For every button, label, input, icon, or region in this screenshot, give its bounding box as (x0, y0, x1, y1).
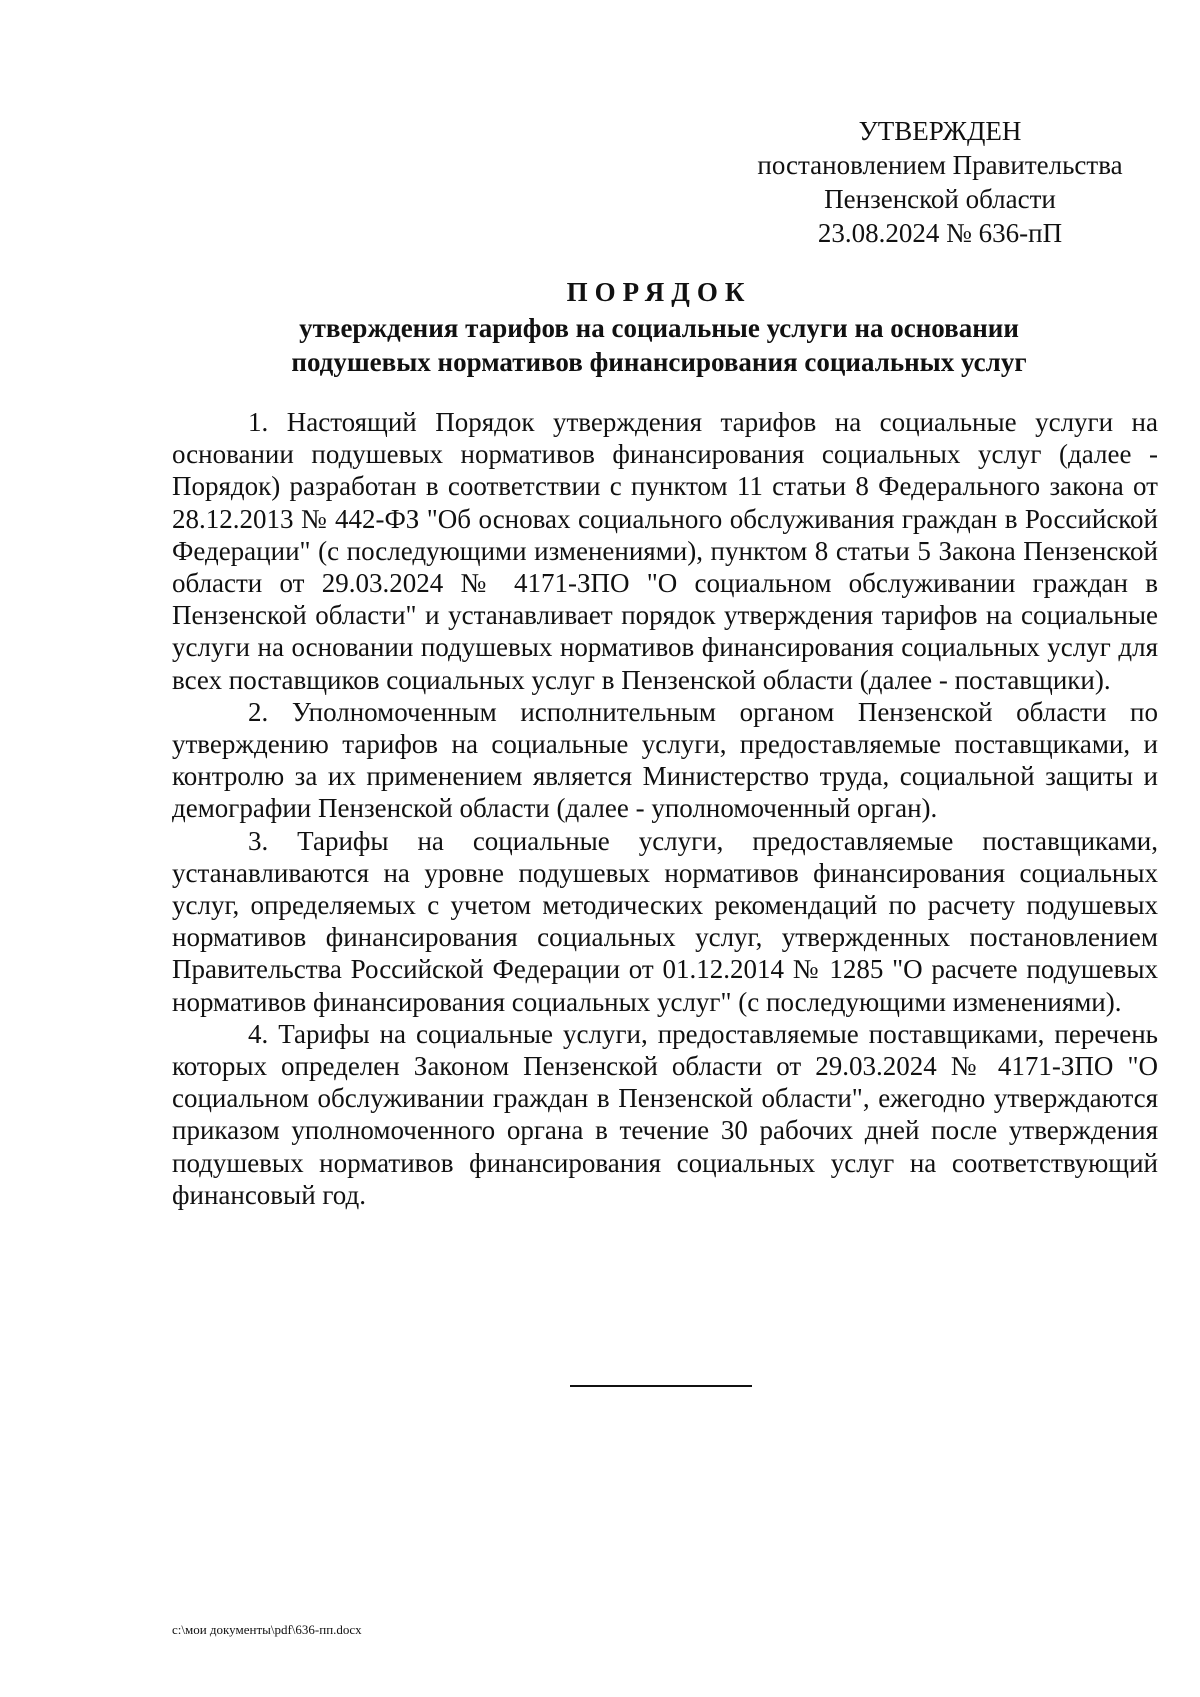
paragraph-3: 3. Тарифы на социальные услуги, предоставляемые поставщиками, устанавливаются на уровне подушевых нормативов финансирования социальных услуг, определяемых с учетом методических рекомендаций по расчету подушевых нормативов финансирования социальных услуг, утвержденных постановлением Правительства Российской Федерации от 01.12.2014 № 1285 "О расчете подушевых нормативов финансирования социальных услуг" (с последующими изменениями). (172, 825, 1158, 1017)
document-body (172, 406, 1158, 1211)
document-heading (160, 275, 1158, 379)
approval-line-approved: УТВЕРЖДЕН (858, 116, 1022, 146)
document-subtitle-line-2: подушевых нормативов финансирования социальных услуг (291, 347, 1027, 377)
approval-line-region: Пензенской области (824, 184, 1056, 214)
paragraph-1: 1. Настоящий Порядок утверждения тарифов на социальные услуги на основании подушевых нормативов финансирования социальных услуг (далее - Порядок) разработан в соответствии с пунктом 11 статьи 8 Федерального закона от 28.12.2013 № 442-ФЗ "Об основах социального обслуживания граждан в Российской Федерации" (с последующими изменениями), пунктом 8 статьи 5 Закона Пензенской области от 29.03.2024 № 4171-ЗПО "О социальном обслуживании граждан в Пензенской области" и устанавливает порядок утверждения тарифов на социальные услуги на основании подушевых нормативов финансирования социальных услуг для всех поставщиков социальных услуг в Пензенской области (далее - поставщики). (172, 407, 1158, 695)
approval-line-date-number: 23.08.2024 № 636-пП (817, 218, 1063, 248)
document-title: ПОРЯДОК (566, 277, 752, 307)
footer-file-path: c:\мои документы\pdf\636-пп.docx (172, 1622, 362, 1637)
end-separator-line (570, 1385, 752, 1387)
document-subtitle-line-1: утверждения тарифов на социальные услуги на основании (299, 313, 1019, 343)
paragraph-4: 4. Тарифы на социальные услуги, предоставляемые поставщиками, перечень которых определен Законом Пензенской области от 29.03.2024 № 4171-ЗПО "О социальном обслуживании граждан в Пензенской области", ежегодно утверждаются приказом уполномоченного органа в течение 30 рабочих дней после утверждения подушевых нормативов финансирования социальных услуг на соответствующий финансовый год. (172, 1018, 1158, 1210)
paragraph-2: 2. Уполномоченным исполнительным органом Пензенской области по утверждению тарифов на социальные услуги, предоставляемые поставщиками, и контролю за их применением является Министерство труда, социальной защиты и демографии Пензенской области (далее - уполномоченный орган). (172, 696, 1158, 824)
approval-stamp (740, 114, 1140, 250)
approval-line-resolution: постановлением Правительства (757, 150, 1123, 180)
